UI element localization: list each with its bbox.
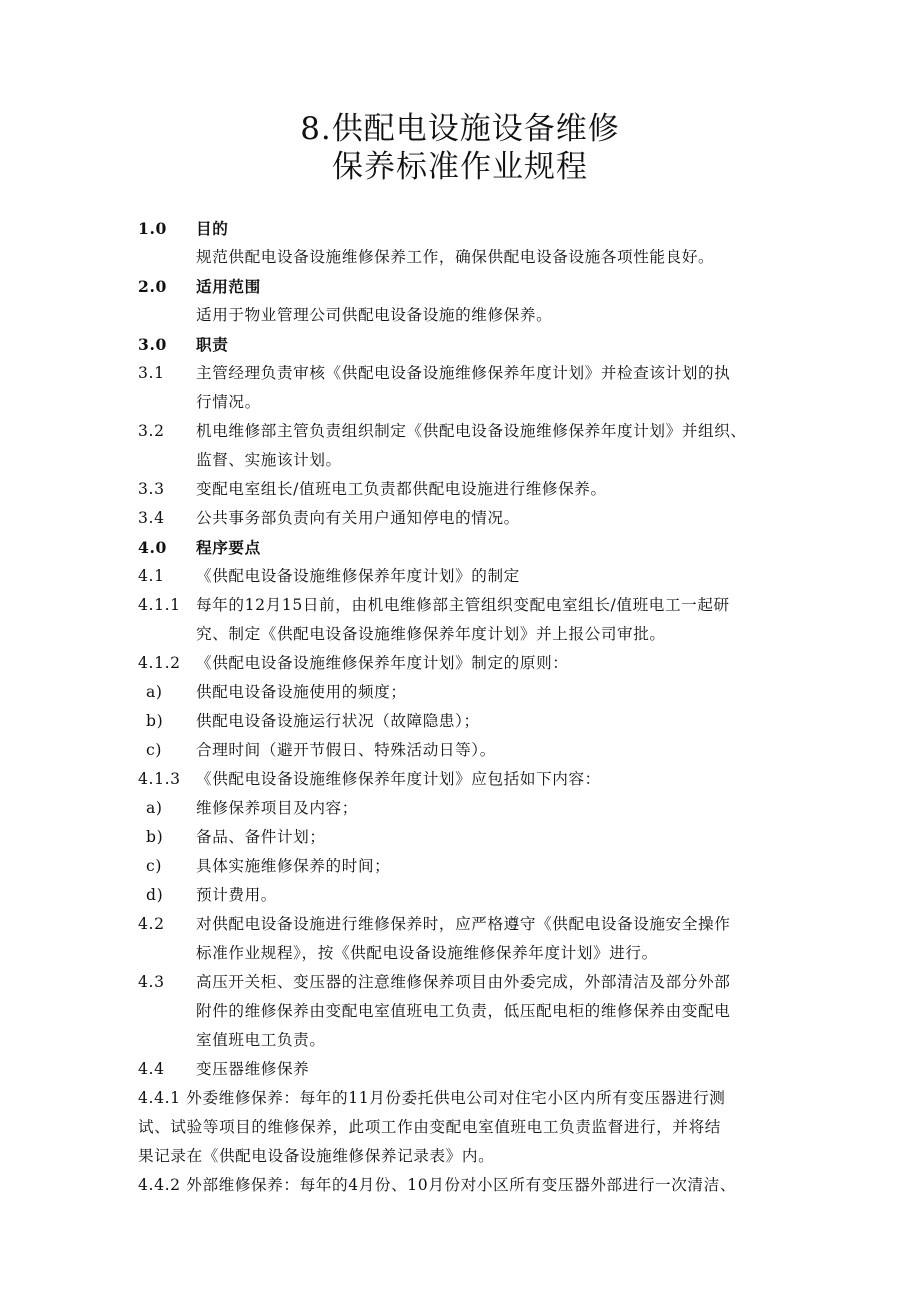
paragraph-text-line: 备品、备件计划； bbox=[196, 828, 326, 846]
paragraph-text-line: 主管经理负责审核《供配电设备设施维修保养年度计划》并检查该计划的执 bbox=[196, 364, 731, 382]
paragraph-number: d) bbox=[146, 886, 164, 904]
paragraph-text-line: 适用范围 bbox=[196, 277, 261, 296]
paragraph-number: 3.2 bbox=[138, 422, 165, 440]
document-paragraph bbox=[138, 301, 828, 330]
paragraph-number: 1.0 bbox=[138, 219, 167, 238]
document-paragraph bbox=[138, 968, 828, 1055]
paragraph-number: 4.1.2 bbox=[138, 654, 181, 672]
paragraph-number: 4.2 bbox=[138, 915, 165, 933]
document-paragraph bbox=[138, 852, 828, 881]
paragraph-text-line: 目的 bbox=[196, 219, 229, 238]
paragraph-text-line: 附件的维修保养由变配电室值班电工负责，低压配电柜的维修保养由变配电 bbox=[196, 1002, 731, 1020]
paragraph-text-line: 《供配电设备设施维修保养年度计划》制定的原则： bbox=[196, 654, 569, 672]
document-body bbox=[138, 214, 828, 1200]
paragraph-number: 3.0 bbox=[138, 335, 167, 354]
document-paragraph bbox=[138, 504, 828, 533]
document-paragraph bbox=[138, 765, 828, 794]
paragraph-text-line: 预计费用。 bbox=[196, 886, 277, 904]
document-paragraph bbox=[138, 591, 828, 649]
paragraph-text-line: 机电维修部主管负责组织制定《供配电设备设施维修保养年度计划》并组织、 bbox=[196, 422, 747, 440]
document-paragraph bbox=[138, 417, 828, 475]
paragraph-number: c) bbox=[146, 741, 163, 759]
document-paragraph bbox=[138, 823, 828, 852]
paragraph-text-line: 公共事务部负责向有关用户通知停电的情况。 bbox=[196, 509, 520, 527]
document-paragraph bbox=[138, 475, 828, 504]
paragraph-number: 3.3 bbox=[138, 480, 165, 498]
paragraph-number: a) bbox=[146, 683, 163, 701]
paragraph-number: b) bbox=[146, 712, 164, 730]
document-paragraph bbox=[138, 794, 828, 823]
paragraph-number: 4.1.3 bbox=[138, 770, 181, 788]
paragraph-text-line: 外部维修保养：每年的4月份、10月份对小区所有变压器外部进行一次清洁、 bbox=[186, 1176, 737, 1194]
paragraph-text-line: 标准作业规程》，按《供配电设备设施维修保养年度计划》进行。 bbox=[196, 944, 658, 962]
paragraph-number: 4.1.1 bbox=[138, 596, 181, 614]
paragraph-text-line: 合理时间（避开节假日、特殊活动日等）。 bbox=[196, 741, 496, 759]
paragraph-text-line: 规范供配电设备设施维修保养工作，确保供配电设备设施各项性能良好。 bbox=[196, 248, 715, 266]
paragraph-number: 4.0 bbox=[138, 538, 167, 557]
paragraph-number: 3.1 bbox=[138, 364, 165, 382]
section-heading bbox=[138, 214, 828, 243]
paragraph-text-line: 变压器维修保养 bbox=[196, 1060, 310, 1078]
document-paragraph bbox=[138, 678, 828, 707]
paragraph-number: a) bbox=[146, 799, 163, 817]
paragraph-number: 4.1 bbox=[138, 567, 165, 585]
paragraph-text-line: 适用于物业管理公司供配电设备设施的维修保养。 bbox=[196, 306, 553, 324]
document-paragraph bbox=[138, 1055, 828, 1084]
paragraph-number: 2.0 bbox=[138, 277, 167, 296]
paragraph-text-line: 监督、实施该计划。 bbox=[196, 451, 342, 469]
paragraph-text-line: 供配电设备设施使用的频度； bbox=[196, 683, 407, 701]
document-title-line-2: 保养标准作业规程 bbox=[332, 149, 588, 185]
paragraph-text-line: 高压开关柜、变压器的注意维修保养项目由外委完成，外部清洁及部分外部 bbox=[196, 973, 731, 991]
section-heading bbox=[138, 330, 828, 359]
paragraph-number: 4.4.1 bbox=[138, 1089, 181, 1107]
paragraph-text-line: 变配电室组长/值班电工负责都供配电设施进行维修保养。 bbox=[196, 480, 607, 498]
document-paragraph bbox=[138, 736, 828, 765]
document-paragraph bbox=[138, 359, 828, 417]
paragraph-text-line: 果记录在《供配电设备设施维修保养记录表》内。 bbox=[138, 1147, 495, 1165]
document-paragraph bbox=[138, 562, 828, 591]
document-paragraph bbox=[138, 1171, 828, 1200]
paragraph-text-line: 试、试验等项目的维修保养，此项工作由变配电室值班电工负责监督进行，并将结 bbox=[138, 1118, 721, 1136]
paragraph-number: c) bbox=[146, 857, 163, 875]
section-heading bbox=[138, 533, 828, 562]
document-paragraph bbox=[138, 649, 828, 678]
paragraph-text-line: 《供配电设备设施维修保养年度计划》的制定 bbox=[196, 567, 520, 585]
document-paragraph bbox=[138, 707, 828, 736]
paragraph-text-line: 供配电设备设施运行状况（故障隐患）； bbox=[196, 712, 480, 730]
paragraph-text-line: 行情况。 bbox=[196, 393, 261, 411]
document-paragraph bbox=[138, 881, 828, 910]
paragraph-text-line: 究、制定《供配电设备设施维修保养年度计划》并上报公司审批。 bbox=[196, 625, 666, 643]
paragraph-number: b) bbox=[146, 828, 164, 846]
paragraph-text-line: 每年的12月15日前，由机电维修部主管组织变配电室组长/值班电工一起研 bbox=[196, 596, 730, 614]
paragraph-number: 3.4 bbox=[138, 509, 165, 527]
paragraph-number: 4.4.2 bbox=[138, 1176, 181, 1194]
document-paragraph bbox=[138, 910, 828, 968]
paragraph-text-line: 室值班电工负责。 bbox=[196, 1031, 326, 1049]
paragraph-text-line: 外委维修保养：每年的11月份委托供电公司对住宅小区内所有变压器进行测 bbox=[186, 1089, 726, 1107]
document-title-line-1: 8.供配电设施设备维修 bbox=[300, 111, 620, 147]
paragraph-text-line: 《供配电设备设施维修保养年度计划》应包括如下内容： bbox=[196, 770, 601, 788]
paragraph-text-line: 对供配电设备设施进行维修保养时，应严格遵守《供配电设备设施安全操作 bbox=[196, 915, 731, 933]
paragraph-text-line: 维修保养项目及内容； bbox=[196, 799, 358, 817]
paragraph-number: 4.4 bbox=[138, 1060, 165, 1078]
paragraph-text-line: 具体实施维修保养的时间； bbox=[196, 857, 391, 875]
document-paragraph bbox=[138, 1084, 828, 1171]
paragraph-number: 4.3 bbox=[138, 973, 165, 991]
paragraph-text-line: 程序要点 bbox=[196, 538, 261, 557]
document-paragraph bbox=[138, 243, 828, 272]
paragraph-text-line: 职责 bbox=[196, 335, 229, 354]
section-heading bbox=[138, 272, 828, 301]
